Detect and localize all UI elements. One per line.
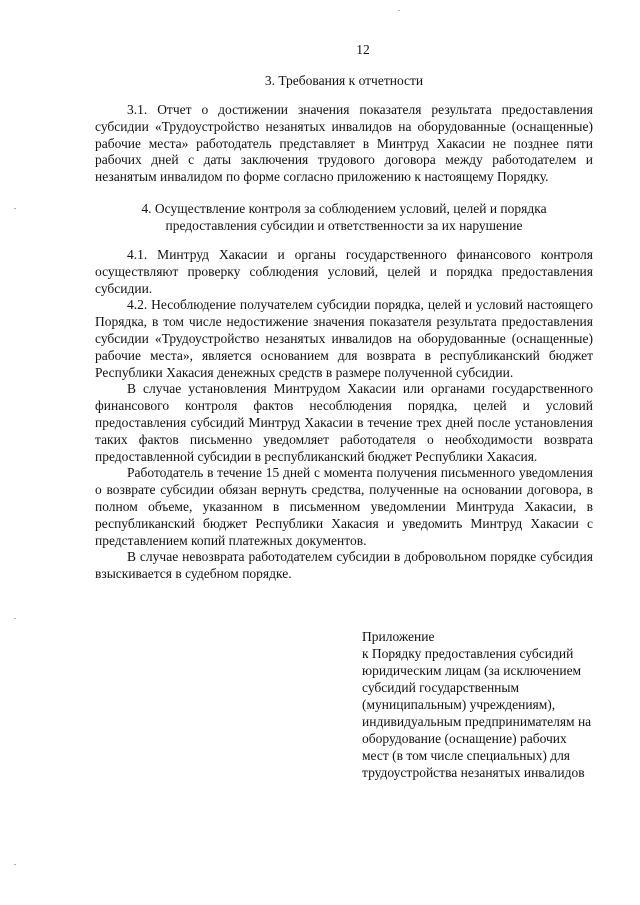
appendix-line: к Порядку предоставления субсидий: [362, 646, 574, 661]
paragraph-4-2-employer-return: Работодатель в течение 15 дней с момента получения письменного уведомления о возврате субсидии обязан вернуть средства, полученные на основании договора, в полном объеме, указанном в письменном уведомлении Минтруда Хакасии, в республиканский бюджет Республики Хакасия и уведомить Минтруд Хакасии с представлением копий платежных документов.: [95, 465, 593, 548]
section-4-title-line-2: предоставления субсидии и ответственности за их нарушение: [165, 218, 523, 233]
scan-speck: [14, 618, 16, 619]
paragraph-4-1: 4.1. Минтруд Хакасии и органы государственного финансового контроля осуществляют проверку соблюдения условий, целей и порядка предоставления субсидии.: [95, 247, 593, 296]
section-3-title: 3. Требования к отчетности: [264, 73, 424, 88]
section-4-title: [95, 200, 593, 234]
appendix-line: субсидий государственным: [362, 680, 520, 695]
appendix-line: индивидуальным предпринимателям на: [362, 714, 592, 729]
appendix-line: мест (в том числе специальных) для: [362, 748, 571, 763]
scan-speck: [14, 864, 16, 865]
appendix-line: Приложение: [362, 629, 435, 644]
appendix-line: оборудование (оснащение) рабочих: [362, 731, 567, 746]
scan-speck: [398, 10, 400, 11]
section-4-title-line-1: 4. Осуществление контроля за соблюдением условий, целей и порядка: [141, 201, 547, 216]
appendix-line: трудоустройства незанятых инвалидов: [362, 765, 585, 780]
paragraph-4-2-court: В случае невозврата работодателем субсидии в добровольном порядке субсидия взыскивается в судебном порядке.: [95, 549, 593, 582]
section-3-body: [95, 102, 593, 186]
appendix-line: (муниципальным) учреждениям),: [362, 697, 556, 712]
paragraph-4-2-refund-notice: В случае установления Минтрудом Хакасии или органами государственного финансового контроля фактов несоблюдения порядка, целей и условий предоставления субсидий Минтруд Хакасии в течение трех дней после установления таких фактов письменно уведомляет работодателя о необходимости возврата предоставленной субсидии в республиканский бюджет Республики Хакасия.: [95, 381, 593, 464]
paragraph-3-1: 3.1. Отчет о достижении значения показателя результата предоставления субсидии «Трудоустройство незанятых инвалидов на оборудованные (оснащенные) рабочие места» работодатель представляет в Минтруд Хакасии не позднее пяти рабочих дней с даты заключения трудового договора между работодателем и незанятым инвалидом по форме согласно приложению к настоящему Порядку.: [95, 102, 593, 185]
appendix-line: юридическим лицам (за исключением: [362, 663, 582, 678]
section-4-body: [95, 247, 593, 583]
paragraph-4-2: 4.2. Несоблюдение получателем субсидии порядка, целей и условий настоящего Порядка, в том числе недостижение значения показателя результата предоставления субсидии «Трудоустройство незанятых инвалидов на оборудованные (оснащенные) рабочие места», является основанием для возврата в республиканский бюджет Республики Хакасия денежных средств в размере полученной субсидии.: [95, 297, 593, 380]
page-number: 12: [356, 42, 370, 57]
appendix-note: [362, 628, 612, 781]
scan-speck: [14, 208, 16, 209]
